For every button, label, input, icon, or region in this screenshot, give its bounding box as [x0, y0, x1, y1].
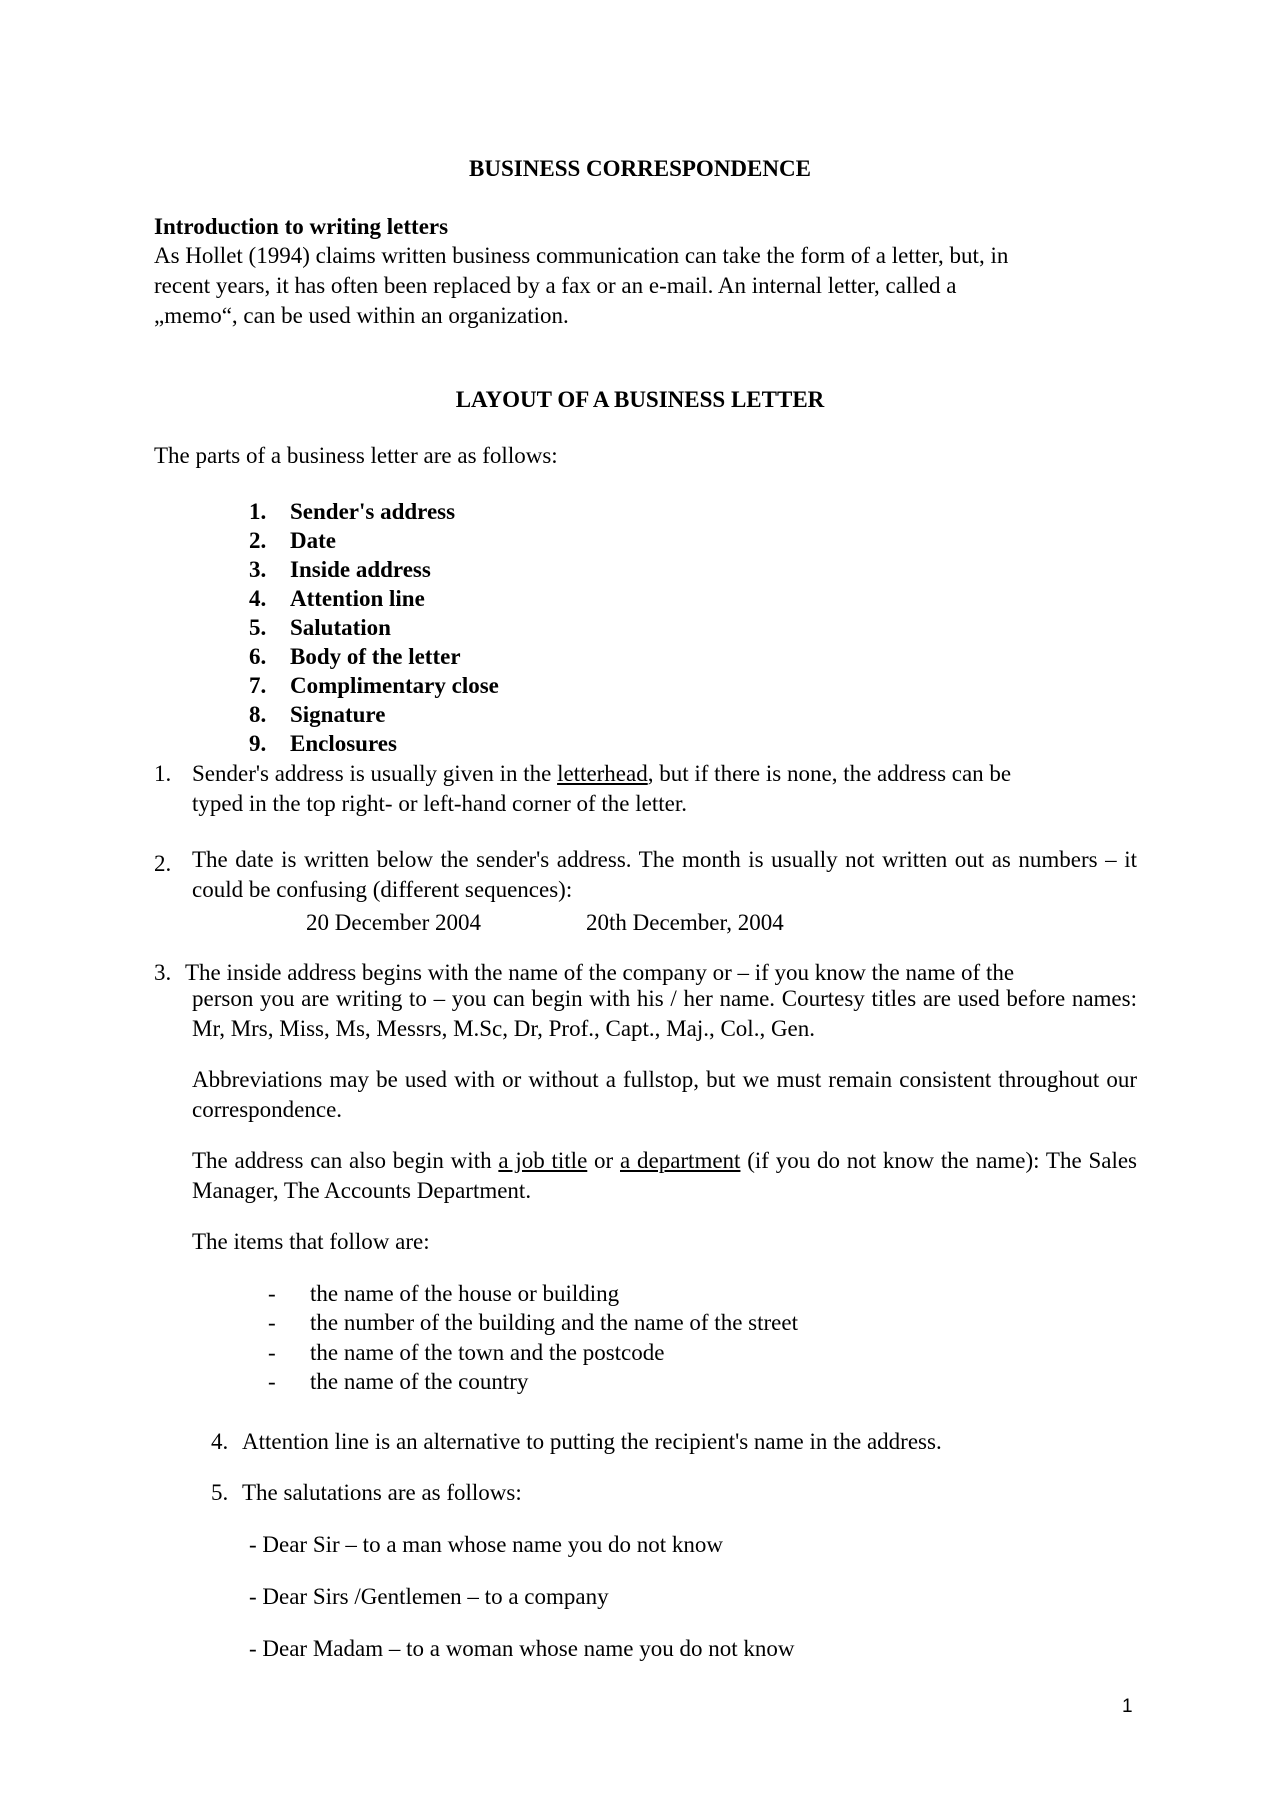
- abbreviations-note: Abbreviations may be used with or without a fullstop, but we must remain consistent throughout our correspondence.: [192, 1067, 1137, 1122]
- list-item-number: 3.: [249, 557, 267, 582]
- dash-bullet: -: [268, 1340, 276, 1365]
- list-item: the number of the building and the name of the street: [310, 1310, 798, 1335]
- list-item: Signature: [290, 702, 386, 727]
- department-term: a department: [620, 1148, 741, 1173]
- item-number: 1.: [154, 761, 172, 786]
- list-item: Attention line: [290, 586, 425, 611]
- list-item: Inside address: [290, 557, 431, 582]
- item1-text: , but if there is none, the address can be: [647, 761, 1012, 786]
- list-item: Sender's address: [290, 499, 456, 524]
- section-heading: LAYOUT OF A BUSINESS LETTER: [455, 387, 825, 412]
- address-note: [192, 1146, 1137, 1205]
- address-text: The address can also begin with: [192, 1148, 499, 1173]
- page-title: BUSINESS CORRESPONDENCE: [469, 156, 811, 181]
- address-text: (if you do not know the name): The Sales Manager, The Accounts Department.: [192, 1148, 1137, 1203]
- item-number: 2.: [154, 851, 172, 876]
- list-item-number: 9.: [249, 731, 267, 756]
- item3-line1: The inside address begins with the name of the company or – if you know the name of the: [185, 960, 1015, 985]
- list-item: the name of the country: [310, 1369, 529, 1394]
- list-item: the name of the house or building: [310, 1281, 620, 1306]
- job-title-term: a job title: [498, 1148, 588, 1173]
- items-follow: The items that follow are:: [192, 1229, 430, 1254]
- list-item: Date: [290, 528, 336, 553]
- list-item: Enclosures: [290, 731, 397, 756]
- intro-line: „memo“, can be used within an organization.: [154, 303, 569, 328]
- date-example: 20th December, 2004: [586, 910, 784, 935]
- salutation-item: - Dear Sirs /Gentlemen – to a company: [249, 1584, 609, 1609]
- dash-bullet: -: [268, 1369, 276, 1394]
- list-item-number: 6.: [249, 644, 267, 669]
- item4-text: Attention line is an alternative to putting the recipient's name in the address.: [242, 1429, 942, 1454]
- item-number: 4.: [211, 1429, 229, 1454]
- list-item-number: 2.: [249, 528, 267, 553]
- list-item-number: 1.: [249, 499, 267, 524]
- item1-text: Sender's address is usually given in the: [192, 761, 558, 786]
- list-item: Complimentary close: [290, 673, 499, 698]
- item1-line2: typed in the top right- or left-hand corner of the letter.: [192, 791, 687, 816]
- dash-bullet: -: [268, 1281, 276, 1306]
- item5-text: The salutations are as follows:: [242, 1480, 522, 1505]
- intro-line: recent years, it has often been replaced by a fax or an e-mail. An internal letter, called a: [154, 273, 957, 298]
- letterhead-term: letterhead: [557, 761, 648, 786]
- item-number: 5.: [211, 1480, 229, 1505]
- date-example: 20 December 2004: [306, 910, 481, 935]
- item2-text: The date is written below the sender's address. The month is usually not written out as numbers – it could be confusing (different sequences):: [192, 847, 1137, 902]
- list-item-number: 4.: [249, 586, 267, 611]
- item3-text: person you are writing to – you can begin with his / her name. Courtesy titles are used before names: Mr, Mrs, Miss, Ms, Messrs, M.Sc, Dr, Prof., Capt., Maj., Col., Gen.: [192, 986, 1137, 1041]
- intro-heading: Introduction to writing letters: [154, 214, 449, 239]
- parts-intro: The parts of a business letter are as follows:: [154, 443, 558, 468]
- intro-line: As Hollet (1994) claims written business communication can take the form of a letter, but, in: [154, 243, 1009, 268]
- salutation-item: - Dear Sir – to a man whose name you do not know: [249, 1532, 723, 1557]
- list-item-number: 8.: [249, 702, 267, 727]
- salutation-item: - Dear Madam – to a woman whose name you do not know: [249, 1636, 795, 1661]
- dash-bullet: -: [268, 1310, 276, 1335]
- page-number: 1: [1122, 1696, 1133, 1717]
- list-item: Body of the letter: [290, 644, 461, 669]
- list-item: the name of the town and the postcode: [310, 1340, 665, 1365]
- list-item-number: 7.: [249, 673, 267, 698]
- list-item: Salutation: [290, 615, 391, 640]
- list-item-number: 5.: [249, 615, 267, 640]
- item1-line: [192, 762, 1011, 785]
- address-text: or: [587, 1148, 620, 1173]
- item-number: 3.: [154, 960, 172, 985]
